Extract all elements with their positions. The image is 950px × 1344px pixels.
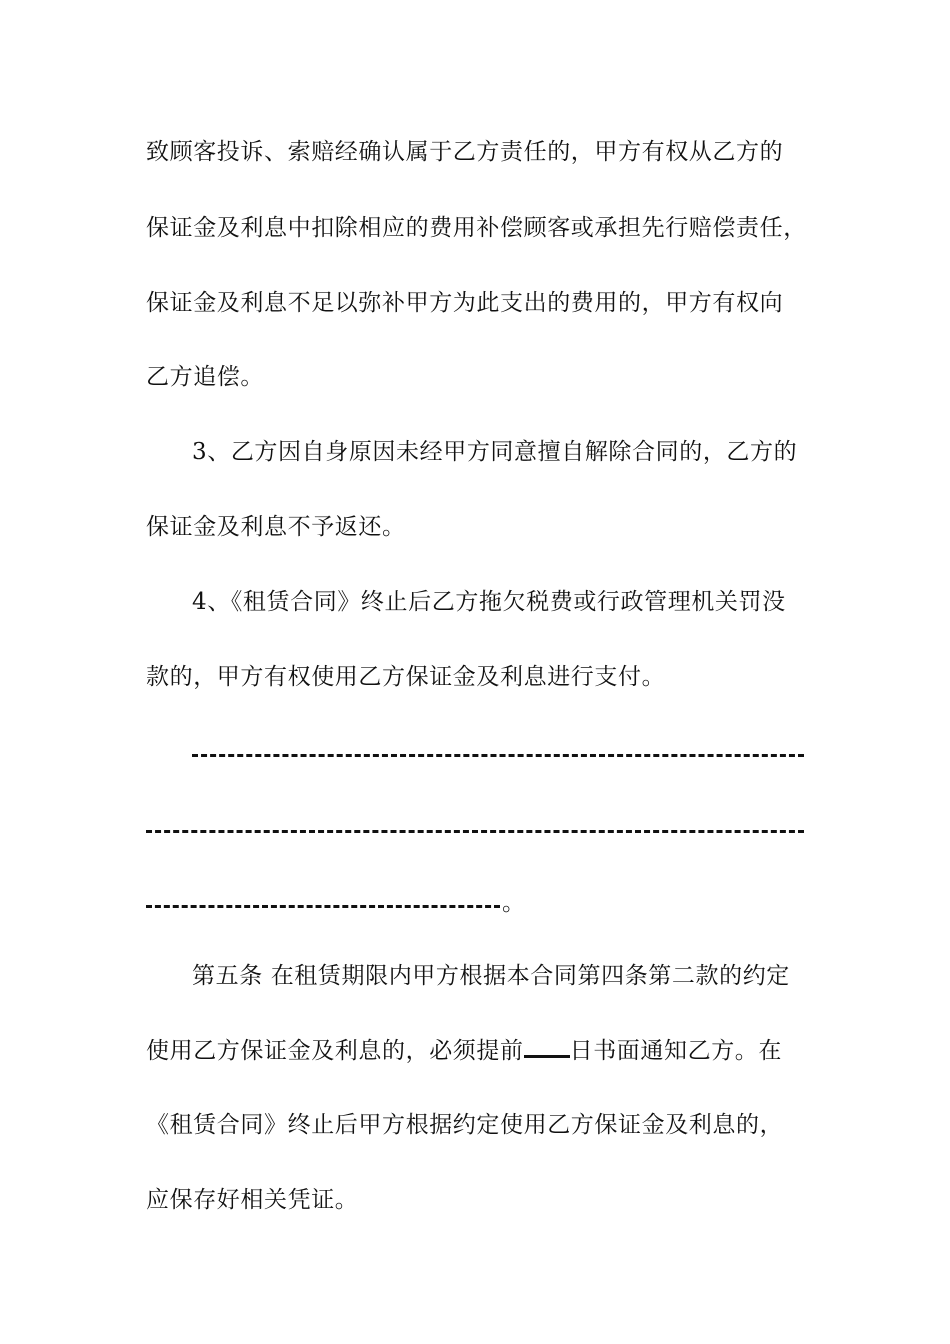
paragraph-line: 乙方追偿。 xyxy=(146,364,264,390)
days-blank xyxy=(524,1033,570,1058)
article-5-line: 《租赁合同》终止后甲方根据约定使用乙方保证金及利息的， xyxy=(146,1112,784,1138)
clause-3-line: 3、乙方因自身原因未经甲方同意擅自解除合同的，乙方的 xyxy=(192,439,798,465)
article-5-line: 第五条 在租赁期限内甲方根据本合同第四条第二款的约定 xyxy=(192,963,790,989)
article-5-line xyxy=(146,1031,816,1071)
article-5-text: 使用乙方保证金及利息的，必须提前 xyxy=(146,1038,524,1064)
blank-end-period: 。 xyxy=(502,890,525,916)
clause-4-line: 4、《租赁合同》终止后乙方拖欠税费或行政管理机关罚没 xyxy=(192,589,786,615)
paragraph-line: 保证金及利息中扣除相应的费用补偿顾客或承担先行赔偿责任， xyxy=(146,215,807,241)
paragraph-line: 致顾客投诉、索赔经确认属于乙方责任的，甲方有权从乙方的 xyxy=(146,139,784,165)
blank-fill-line xyxy=(146,905,500,908)
clause-3-line: 保证金及利息不予返还。 xyxy=(146,514,406,540)
blank-fill-line xyxy=(192,754,804,757)
article-5-text: 日书面通知乙方。在 xyxy=(569,1038,783,1064)
paragraph-line: 保证金及利息不足以弥补甲方为此支出的费用的，甲方有权向 xyxy=(146,290,784,316)
blank-fill-line xyxy=(146,830,804,833)
clause-4-line: 款的，甲方有权使用乙方保证金及利息进行支付。 xyxy=(146,664,666,690)
article-5-line: 应保存好相关凭证。 xyxy=(146,1187,359,1213)
